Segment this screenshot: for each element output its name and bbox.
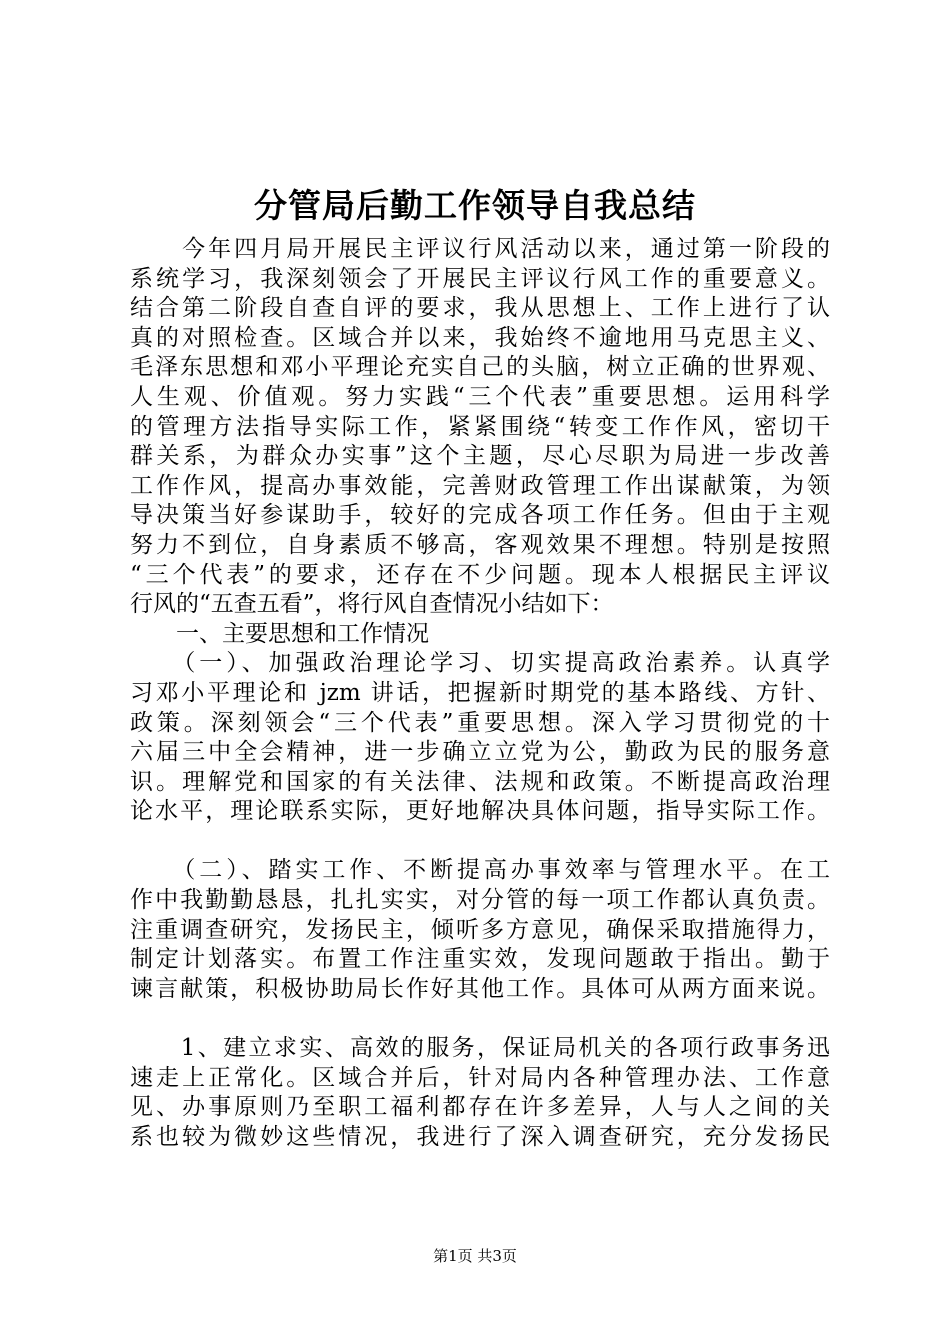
document-title: 分管局后勤工作领导自我总结 <box>254 186 696 225</box>
paragraph-gap <box>130 827 830 857</box>
text-line: 导决策当好参谋助手，较好的完成各项工作任务。但由于主观 <box>130 502 830 529</box>
text-line: 结合第二阶段自查自评的要求，我从思想上、工作上进行了认 <box>130 295 830 322</box>
text-line: 今年四月局开展民主评议行风活动以来，通过第一阶段的 <box>130 236 830 262</box>
text-line: 系统学习，我深刻领会了开展民主评议行风工作的重要意义。 <box>130 265 830 292</box>
text-line: 的管理方法指导实际工作，紧紧围绕“转变工作作风，密切干 <box>130 413 830 440</box>
text-line: 工作作风，提高办事效能，完善财政管理工作出谋献策，为领 <box>130 472 830 499</box>
page-footer: 第1页 共3页 <box>433 1247 517 1265</box>
text-line: 识。理解党和国家的有关法律、法规和政策。不断提高政治理 <box>130 768 830 795</box>
text-line: 作中我勤勤恳恳，扎扎实实，对分管的每一项工作都认真负责。 <box>130 887 830 914</box>
text-line: （一）、加强政治理论学习、切实提高政治素养。认真学 <box>130 650 830 677</box>
text-line: 人生观、价值观。努力实践“三个代表”重要思想。运用科学 <box>130 383 830 410</box>
text-line: 注重调查研究，发扬民主，倾听多方意见，确保采取措施得力， <box>130 916 830 943</box>
text-line: 行风的“五查五看”，将行风自查情况小结如下： <box>130 591 614 618</box>
text-line: 制定计划落实。布置工作注重实效，发现问题敢于指出。勤于 <box>130 946 830 973</box>
text-line: 真的对照检查。区域合并以来，我始终不逾地用马克思主义、 <box>130 324 830 351</box>
document-body <box>130 235 830 1152</box>
text-line: 努力不到位，自身素质不够高，客观效果不理想。特别是按照 <box>130 531 830 558</box>
text-line: 毛泽东思想和邓小平理论充实自己的头脑，树立正确的世界观、 <box>130 354 830 381</box>
text-line: 1、建立求实、高效的服务，保证局机关的各项行政事务迅 <box>130 1035 830 1062</box>
section-heading: 一、主要思想和工作情况 <box>130 620 429 647</box>
text-line: 政策。深刻领会“三个代表”重要思想。深入学习贯彻党的十 <box>130 709 830 736</box>
text-line: 群关系，为群众办实事”这个主题，尽心尽职为局进一步改善 <box>130 443 830 470</box>
text-line: 六届三中全会精神，进一步确立立党为公，勤政为民的服务意 <box>130 739 830 766</box>
text-line: 论水平，理论联系实际，更好地解决具体问题，指导实际工作。 <box>130 798 830 825</box>
text-line: “三个代表”的要求，还存在不少问题。现本人根据民主评议 <box>130 561 830 588</box>
text-line: 见、办事原则乃至职工福利都存在许多差异，人与人之间的关 <box>130 1094 830 1121</box>
paragraph-gap <box>130 1004 830 1034</box>
text-line: 系也较为微妙这些情况，我进行了深入调查研究，充分发扬民 <box>130 1123 830 1150</box>
text-line: 谏言献策，积极协助局长作好其他工作。具体可从两方面来说。 <box>130 975 830 1002</box>
text-line: （二）、踏实工作、不断提高办事效率与管理水平。在工 <box>130 857 830 884</box>
text-line: 速走上正常化。区域合并后，针对局内各种管理办法、工作意 <box>130 1064 830 1091</box>
text-line: 习邓小平理论和 jzm 讲话，把握新时期党的基本路线、方针、 <box>130 679 830 706</box>
